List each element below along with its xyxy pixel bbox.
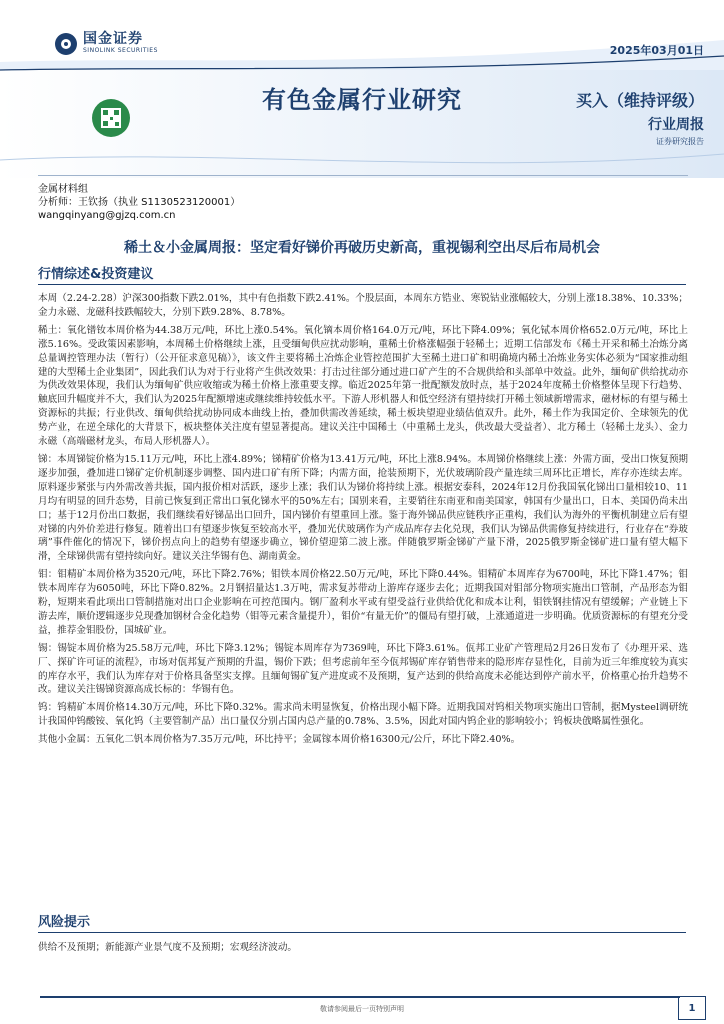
- analyst-name: 分析师：王钦扬（执业 S1130523120001）: [38, 197, 241, 208]
- rating-label: 买入（维持评级）: [575, 91, 704, 110]
- report-title: 稀土＆小金属周报：坚定看好锑价再破历史新高，重视锡利空出尽后布局机会: [124, 240, 600, 256]
- report-header: [0, 0, 724, 178]
- logo-mark-icon: [55, 33, 77, 55]
- paragraph-market: 本周（2.24-2.28）沪深300指数下跌2.01%，其中有色指数下跌2.41%。个股层面，本周东方锆业、寒锐钴业涨幅较大，分别上涨18.38%、10.33%；金力永磁、龙磁科技跌幅较大，分别下跌9.28%、8.78%。: [38, 293, 688, 318]
- section-divider: [38, 284, 686, 285]
- footer-divider: [40, 996, 680, 998]
- risk-text: 供给不及预期；新能源产业景气度不及预期；宏观经济波动。: [38, 942, 298, 953]
- report-type: 行业周报: [648, 117, 704, 133]
- section-heading-risk: 风险提示: [38, 915, 91, 930]
- analyst-email: wangqinyang@gjzq.com.cn: [38, 210, 176, 221]
- author-info: [38, 183, 240, 222]
- company-logo: [55, 32, 158, 55]
- section-heading-overview: 行情综述&投资建议: [38, 267, 154, 282]
- page-title: 有色金属行业研究: [262, 86, 462, 114]
- paragraph-antimony: 锑：本周锑锭价格为15.11万元/吨，环比上涨4.89%；锑精矿价格为13.41万元/吨，环比上涨8.94%。本周锑价格继续上涨：外需方面，受出口恢复预期逐步加强，叠加进口锑矿定价机制逐步调整、国内进口矿有所下降；内需方面，抢装预期下，光伏玻璃阶段产量连续三周环比正增长，库存亦连续去库。原料逐步紧张与内外需改善共振，国内报价相对活跃，逐步上涨；我们认为锑价将持续上涨。根据安泰科，2024年12月份我国氧化锑出口量相较10、11月均有明显的回升态势，目前已恢复到正常出口氧化锑水平的50%左右；国别来看，主要销往东南亚和南美国家，韩国有少量出口，日本、美国仍尚未出口；基于12月份出口数据，我们继续看好锑品出口回升，国内锑价有望重回上涨。鉴于海外锑品供应链秩序正重构，我们认为海外的平衡机制建立后有望对锑的内外价差进行修复。随着出口有望逐步恢复至较高水平，叠加光伏玻璃作为产成品库存去化兑现，我们认为锑品供需修复持续进行，行业存在“券玻璃”事件催化的情况下，锑价拐点向上的趋势有望逐步确立，锑价望迎第二波上涨。伴随俄罗斯金锑矿产量下滑，2025俄罗斯金锑矿进口量有望大幅下滑，全球锑供需有望持续向好。建议关注华锡有色、湖南黄金。: [38, 453, 689, 563]
- report-date: 2025年03月01日: [609, 44, 704, 57]
- footer-notice: 敬请参阅最后一页特别声明: [320, 1005, 404, 1013]
- paragraph-other-metals: 其他小金属：五氧化二钒本周价格为7.35万元/吨，环比持平；金属镓本周价格16300元/公斤，环比下降2.40%。: [38, 734, 521, 746]
- team-name: 金属材料组: [38, 184, 88, 195]
- page-number: 1: [678, 996, 706, 1020]
- paragraph-tin: 锡：锡锭本周价格为25.58万元/吨，环比下降3.12%；锡锭本周库存为7369吨，环比下降3.61%。佤邦工业矿产管理局2月26日发布了《办理开采、选厂、探矿许可证的流程》，市场对佤邦复产预期的升温，锡价下跌；但考虑前年至今佤邦锡矿库存销售带来的隐形库存显性化，目前为近三年维度较为真实的库存水平，我们认为库存对于价格具备坚实支撑。且缅甸锡矿复产进度或不及预期，复产达到的供给高度未必能达到停产前水平，价格重心抬升趋势不改。建议关注锡锑资源高成长标的：华锡有色。: [38, 642, 688, 696]
- logo-name-cn: 国金证券: [83, 31, 143, 47]
- header-divider: [38, 175, 688, 176]
- paragraph-tungsten: 钨：钨精矿本周价格14.30万元/吨，环比下降0.32%。需求尚未明显恢复，价格出现小幅下降。近期我国对钨相关物项实施出口管制，据Mysteel调研统计我国仲钨酸铵、氧化钨（主要管制产品）出口量仅分别占国内总产量的0.78%、3.5%，因此对国内钨企业的影响较小；钨板块戗略属性强化。: [38, 702, 688, 728]
- report-body: [38, 292, 688, 751]
- section-divider: [38, 932, 686, 933]
- logo-name-en: SINOLINK SECURITIES: [83, 47, 158, 54]
- paragraph-rare-earth: 稀土：氧化镨钕本周价格为44.38万元/吨，环比上涨0.54%。氧化镝本周价格164.0万元/吨，环比下降4.09%；氧化铽本周价格652.0万元/吨，环比上涨5.16%。受政策因素影响，本周稀土价格继续上涨，且受缅甸供应扰动影响，重稀土价格涨幅强于轻稀土；近期工信部发布《稀土开采和稀土冶炼分离总量调控管理办法（暂行）（公开征求意见稿）》，该文件主要将稀土冶炼企业管控范围扩大至稀土进口矿和明确境内稀土冶炼业务实体必须为“国家推动组建的大型稀土企业集团”，因此我们认为对于行业将产生供改效果：打击过往部分通过进口矿产生的不合规供给和头部单中效益。此外，缅甸矿供给扰动亦为供改效果体现，我们认为缅甸矿供应收缩或为稀土价格上涨重要支撑。临近2025年第一批配额发放时点，基于2024年度稀土价格整体呈现下行趋势、触底回升幅度并不大，我们认为2025年配额增速或继续维持较低水平。下游人形机器人和低空经济有望持续打开稀土领域新增需求，磁材标的有望与稀土资源标的共振；行业供改、缅甸供给扰动协同成本曲线上抬，叠加供需改善延续，稀土板块望迎业绩估值双升。此外，稀土作为我国定价、全球领先的优势产业，在逆全球化的大背景下，板块整体关注度有望显著提高。建议关注中国稀土（中重稀土龙头，供改最大受益者）、北方稀土（轻稀土龙头）、金力永磁（高端磁材龙头，布局人形机器人）。: [38, 324, 688, 448]
- report-subtype: 证券研究报告: [656, 137, 704, 146]
- paragraph-molybdenum: 钼：钼精矿本周价格为3520元/吨，环比下降2.76%；钼铁本周价格22.50万元/吨，环比下降0.44%。钼精矿本周库存为6700吨，环比下降1.47%；钼铁本周库存为6050吨，环比下降0.82%。2月钢招量达1.3万吨，需求复苏带动上游库存逐步去化；近期我国对钼部分物项实施出口管制，产品形态为钼粉，短期来看此项出口管制措施对出口企业影响在可控范围内。钢厂盈利水平或有望受益行业供给优化和成本让利，钼铁钢挂情况有望缓解；产业链上下游去库，顺价逻辑逐步兑现叠加钢材合金化趋势（钼等元素含量提升），钼价“有量无价”的僵局有望打破，上涨通道进一步明确。优质资源标的有望充分受益，推荐金钼股份，国城矿业。: [38, 569, 688, 636]
